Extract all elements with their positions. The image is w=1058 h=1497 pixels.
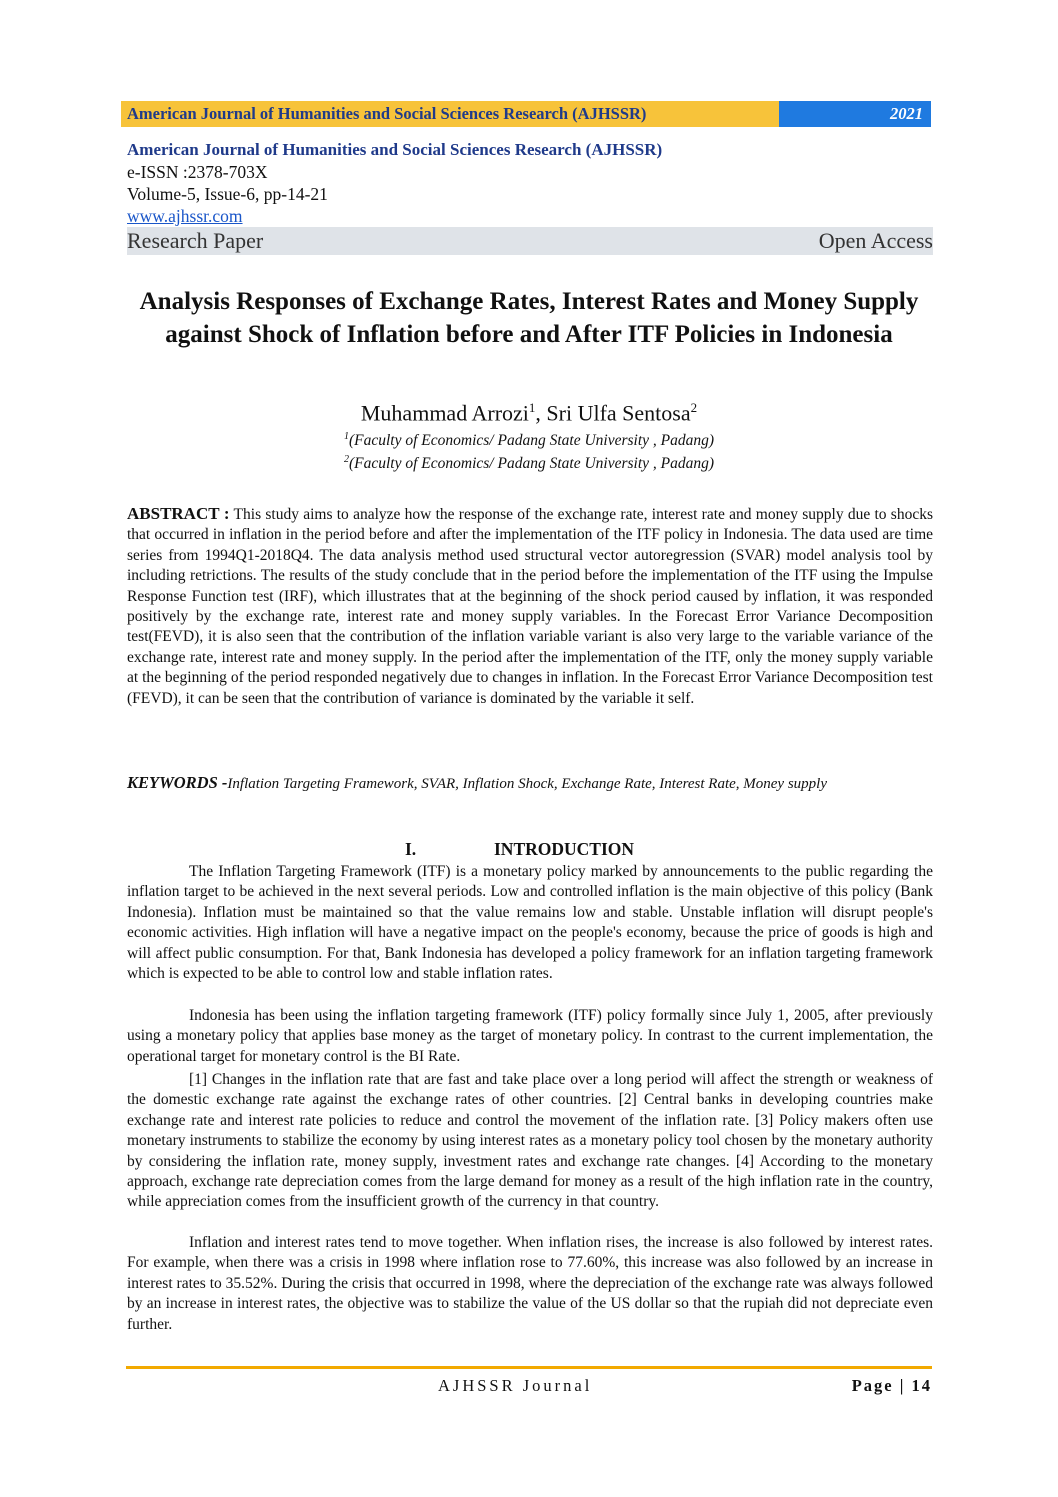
footer-rule: [126, 1366, 932, 1369]
author-affil-sup: 2: [690, 400, 698, 415]
authors: [121, 400, 937, 426]
running-header: [121, 101, 931, 127]
journal-info: [127, 139, 933, 255]
affiliation: [121, 431, 937, 450]
author-affil-sup: 1: [528, 400, 536, 415]
affiliation-text: (Faculty of Economics/ Padang State University , Padang): [348, 455, 715, 473]
keywords-label: KEYWORDS -: [127, 773, 228, 792]
section-number: I.: [405, 839, 417, 859]
page-footer: [126, 1376, 932, 1398]
author-name: Sri Ulfa Sentosa: [546, 400, 691, 426]
body-paragraph: [1] Changes in the inflation rate that are fast and take place over a long period will affect the strength or weakness of the domestic exchange rate against the exchange rates of other countries. [2] Central banks in developing countries make exchange rate and interest rate policies to reduce and control the movement of the inflation rate. [3] Policy makers often use monetary instruments to stabilize the economy by using interest rates as a monetary policy tool chosen by the monetary authority by considering the inflation rate, money supply, investment rates and exchange rate changes. [4] According to the monetary approach, exchange rate depreciation comes from the large demand for money as a result of the high inflation rate in the country, while appreciation comes from the insufficient growth of the currency in that country.: [127, 1071, 933, 1211]
body-paragraph: Inflation and interest rates tend to move together. When inflation rises, the increase is also followed by interest rates. For example, when there was a crisis in 1998 where inflation rose to 77.60%, this increase was also followed by an increase in interest rates to 35.52%. During the crisis that occurred in 1998, where the depreciation of the exchange rate was always followed by an increase in interest rates, the objective was to stabilize the value of the US dollar so that the rupiah did not depreciate even further.: [127, 1234, 933, 1333]
abstract-label: ABSTRACT :: [127, 504, 230, 523]
paper-title: Analysis Responses of Exchange Rates, Interest Rates and Money Supply against Shock of Inflation before and After ITF Policies in Indonesia: [139, 288, 919, 348]
author-name: Muhammad Arrozi: [360, 400, 529, 426]
affiliation-text: (Faculty of Economics/ Padang State University , Padang): [348, 432, 715, 450]
access-type: Open Access: [818, 228, 933, 253]
keywords-text: Inflation Targeting Framework, SVAR, Inflation Shock, Exchange Rate, Interest Rate, Money supply: [227, 776, 828, 792]
affiliation: [121, 454, 937, 473]
section-heading: [127, 839, 933, 861]
running-header-journal: American Journal of Humanities and Social Sciences Research (AJHSSR): [121, 101, 779, 127]
body-paragraph: The Inflation Targeting Framework (ITF) is a monetary policy marked by announcements to the public regarding the inflation target to be achieved in the next several periods. Low and controlled inflation is the main objective of this policy (Bank Indonesia). Inflation must be maintained so that the value remains low and stable. Unstable inflation will disrupt people's economic activities. High inflation will have a negative impact on the people's economy, because the price of goods is high and will affect public consumption. For that, Bank Indonesia has developed a policy framework for an inflation targeting framework which is expected to be able to control low and stable inflation rates.: [127, 863, 933, 983]
affiliation-sup: 1: [343, 431, 349, 442]
body-paragraph: Indonesia has been using the inflation targeting framework (ITF) policy formally since July 1, 2005, after previously using a monetary policy that applies base money as the target of monetary policy. In contrast to the current implementation, the operational target for monetary control is the BI Rate.: [127, 1007, 933, 1065]
paper-type-bar: [127, 227, 933, 255]
journal-name: American Journal of Humanities and Social Sciences Research (AJHSSR): [127, 140, 663, 159]
keywords: [127, 770, 933, 797]
running-header-year: 2021: [779, 101, 931, 127]
journal-issn: e-ISSN :2378-703X: [127, 162, 268, 182]
paper-type: Research Paper: [127, 228, 264, 253]
journal-volume: Volume-5, Issue-6, pp-14-21: [127, 184, 328, 204]
affiliation-sup: 2: [343, 454, 349, 465]
abstract-text: This study aims to analyze how the response of the exchange rate, interest rate and money supply due to shocks that occurred in inflation in the period before and after the implementation of the ITF policy in Indonesia. The data used are time series from 1994Q1-2018Q4. The data analysis method used structural vector autoregression (SVAR) model analysis tool by including retrictions. The results of the study conclude that in the period before the implementation of the ITF using the Impulse Response Function test (IRF), which illustrates that at the beginning of the shock period caused by inflation, it was responded positively by the exchange rate, interest rate and money supply variables. In the Forecast Error Variance Decomposition test(FEVD), it is also seen that the contribution of the inflation variable variant is also very large to the variable variance of the exchange rate, interest rate and money supply. In the period after the implementation of the ITF, only the money supply variable at the beginning of the period responded negatively due to changes in inflation. In the Forecast Error Variance Decomposition test (FEVD), it can be seen that the contribution of variance is dominated by the variable it self.: [127, 506, 933, 707]
footer-page-number: Page | 14: [851, 1376, 932, 1395]
author-separator: ,: [535, 400, 547, 426]
journal-url-link[interactable]: www.ajhssr.com: [127, 206, 243, 226]
abstract: [127, 504, 933, 709]
section-title: INTRODUCTION: [494, 839, 635, 859]
footer-journal: AJHSSR Journal: [438, 1376, 593, 1395]
